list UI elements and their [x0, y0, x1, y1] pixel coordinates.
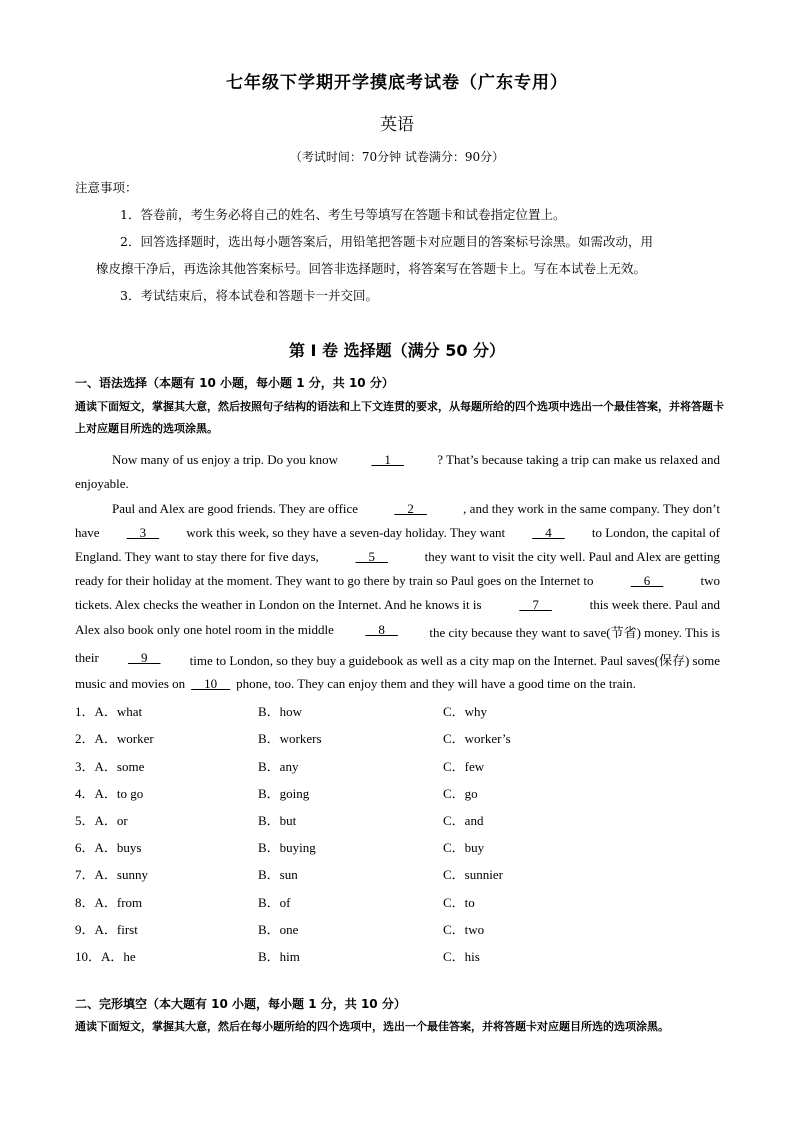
option-c: C．to [443, 895, 475, 910]
option-b: B．how [258, 704, 303, 719]
notice-item-2-line-2: 橡皮擦干净后，再选涂其他答案标号。回答非选择题时，将答案写在答题卡上。写在本试卷上无效。 [96, 261, 647, 276]
notice-item-2-line-1: 2．回答选择题时，选出每小题答案后，用铅笔把答题卡对应题目的答案标号涂黑。如需改动，用 [120, 234, 653, 249]
part2-instruction: 通读下面短文，掌握其大意，然后在每小题所给的四个选项中，选出一个最佳答案，并将答题卡对应题目所选的选项涂黑。 [75, 1020, 669, 1033]
option-a: 9．A．first [75, 922, 138, 937]
option-c: C．and [443, 813, 484, 828]
passage-line-5 [75, 549, 720, 569]
blank-8: 8 [365, 622, 398, 637]
passage-line-8 [75, 622, 720, 642]
option-a: 7．A．sunny [75, 867, 148, 882]
option-b: B．any [258, 759, 299, 774]
option-c: C．worker’s [443, 731, 511, 746]
question-5-options [75, 810, 735, 830]
question-9-options [75, 919, 735, 939]
option-b: B．him [258, 949, 300, 964]
passage-text: ? That’s because taking a trip can make us relaxed and [437, 452, 720, 467]
notice-item-3: 3．考试结束后，将本试卷和答题卡一并交回。 [120, 288, 378, 303]
passage-text: two [700, 573, 720, 588]
passage-text: ready for their holiday at the moment. They want to go there by train so Paul goes on the Internet to [75, 573, 594, 588]
question-10-options [75, 946, 735, 966]
blank-3: 3 [126, 525, 160, 540]
passage-line-2 [75, 476, 720, 496]
passage-text: have [75, 525, 100, 540]
blank-10: 10 [191, 676, 231, 691]
passage-text: music and movies on [75, 676, 186, 691]
passage-text: Now many of us enjoy a trip. Do you know [112, 452, 339, 467]
passage-text: Alex also book only one hotel room in the middle [75, 622, 334, 637]
part1-instruction: 通读下面短文，掌握其大意，然后按照句子结构的语法和上下文连贯的要求，从每题所给的四个选项中选出一个最佳答案，并将答题卡上对应题目所选的选项涂黑。 [75, 400, 724, 435]
blank-2: 2 [394, 501, 427, 516]
question-2-options [75, 728, 735, 748]
passage-text: this week there. Paul and [589, 597, 720, 612]
passage-line-10 [75, 676, 720, 696]
blank-7: 7 [519, 597, 552, 612]
option-b: B．sun [258, 867, 298, 882]
passage-text: their [75, 650, 99, 665]
passage-line-9 [75, 650, 720, 670]
question-7-options [75, 864, 735, 884]
option-a: 2．A．worker [75, 731, 154, 746]
option-b: B．workers [258, 731, 322, 746]
option-b: B．of [258, 895, 291, 910]
passage-text: time to London, so they buy a guidebook as well as a city map on the Internet. Paul saves(保存) some [189, 653, 720, 668]
passage-text: the city because they want to save(节省) money. This is [429, 625, 720, 640]
question-6-options [75, 837, 735, 857]
option-a: 6．A．buys [75, 840, 142, 855]
option-b: B．buying [258, 840, 316, 855]
question-4-options [75, 783, 735, 803]
option-a: 10．A．he [75, 949, 136, 964]
option-c: C．why [443, 704, 488, 719]
option-a: 1．A．what [75, 704, 143, 719]
blank-9: 9 [127, 650, 161, 665]
option-b: B．one [258, 922, 299, 937]
question-1-options [75, 701, 735, 721]
blank-1: 1 [371, 452, 404, 467]
blank-6: 6 [630, 573, 664, 588]
passage-text: they want to visit the city well. Paul and Alex are getting [424, 549, 720, 564]
passage-line-1 [112, 452, 720, 472]
passage-line-3 [112, 501, 720, 521]
option-a: 3．A．some [75, 759, 145, 774]
option-a: 4．A．to go [75, 786, 144, 801]
passage-text: to London, the capital of [591, 525, 720, 540]
option-a: 8．A．from [75, 895, 143, 910]
option-b: B．going [258, 786, 310, 801]
option-c: C．few [443, 759, 485, 774]
passage-text: work this week, so they have a seven-day holiday. They want [186, 525, 506, 540]
option-c: C．his [443, 949, 480, 964]
exam-info: （考试时间：70分钟 试卷满分：90分） [289, 150, 505, 164]
part2-heading: 二、完形填空（本大题有 10 小题，每小题 1 分，共 10 分） [75, 997, 406, 1011]
section-title: 第 I 卷 选择题（满分 50 分） [288, 341, 506, 360]
exam-title: 七年级下学期开学摸底考试卷（广东专用） [226, 73, 568, 93]
option-c: C．two [443, 922, 485, 937]
option-c: C．sunnier [443, 867, 503, 882]
passage-line-6 [75, 573, 720, 593]
passage-text: phone, too. They can enjoy them and they will have a good time on the train. [236, 676, 636, 691]
question-8-options [75, 892, 735, 912]
option-c: C．buy [443, 840, 485, 855]
passage-text: Paul and Alex are good friends. They are office [112, 501, 359, 516]
passage-text: England. They want to stay there for five days, [75, 549, 319, 564]
option-c: C．go [443, 786, 478, 801]
passage-line-4 [75, 525, 720, 545]
option-b: B．but [258, 813, 297, 828]
option-a: 5．A．or [75, 813, 128, 828]
passage-text: , and they work in the same company. They don’t [463, 501, 720, 516]
notice-heading: 注意事项： [75, 180, 138, 195]
notice-item-1: 1．答卷前，考生务必将自己的姓名、考生号等填写在答题卡和试卷指定位置上。 [120, 207, 566, 222]
passage-text: tickets. Alex checks the weather in London on the Internet. And he knows it is [75, 597, 482, 612]
blank-5: 5 [355, 549, 388, 564]
blank-4: 4 [532, 525, 565, 540]
part1-heading: 一、语法选择（本题有 10 小题，每小题 1 分，共 10 分） [75, 376, 394, 390]
passage-text: enjoyable. [75, 476, 129, 491]
passage-line-7 [75, 597, 720, 617]
question-3-options [75, 756, 735, 776]
exam-subject: 英语 [380, 115, 414, 135]
